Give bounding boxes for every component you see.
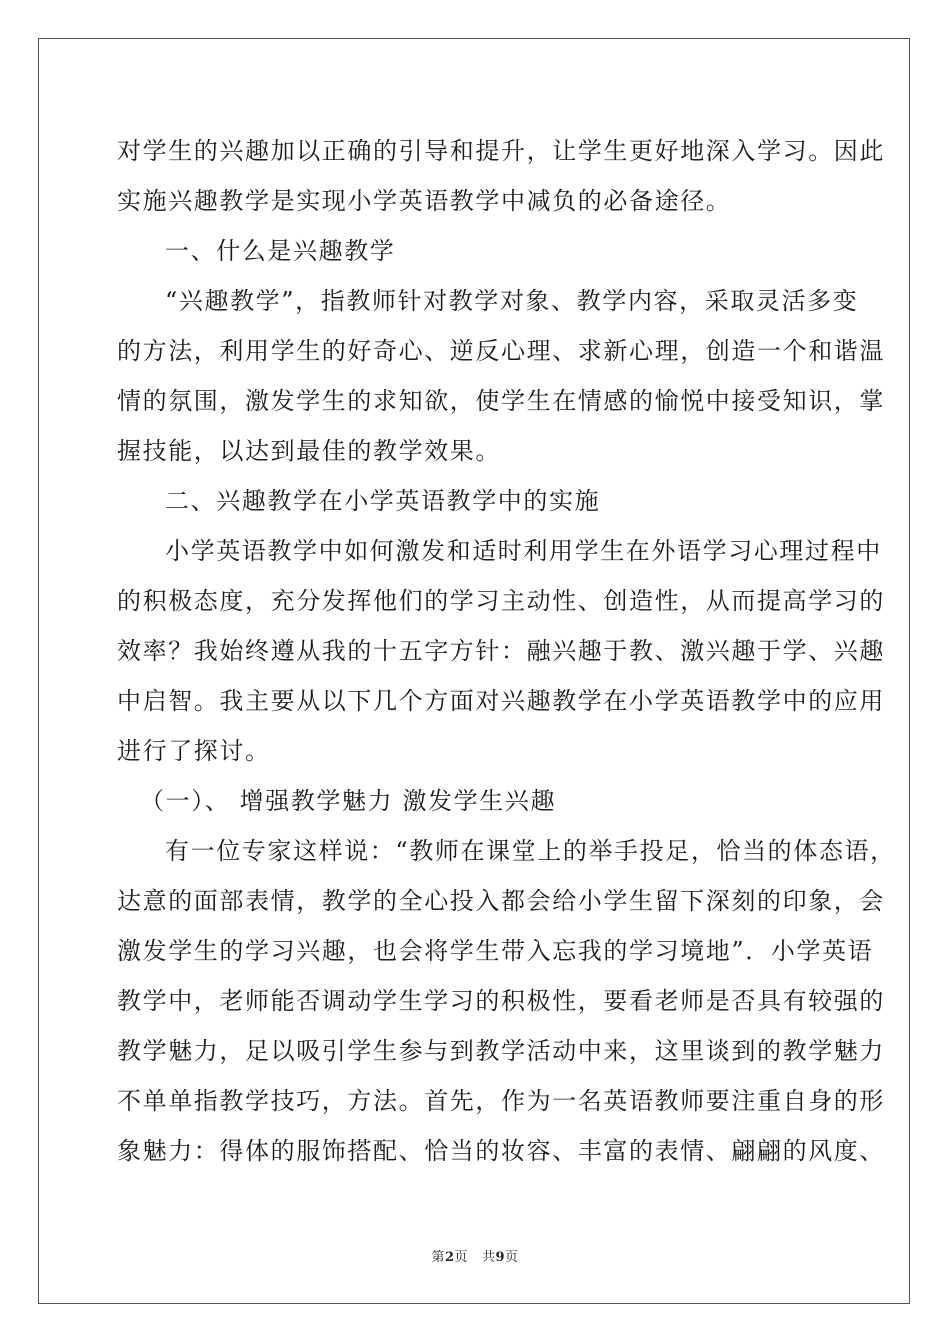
footer-page-number: 2 bbox=[444, 1250, 455, 1265]
paragraph-line-17: 不单单指教学技巧，方法。首先，作为一名英语教师要注重自身的形 bbox=[117, 1087, 885, 1115]
paragraph-line-14: 激发学生的学习兴趣，也会将学生带入忘我的学习境地”．小学英语 bbox=[117, 937, 874, 965]
paragraph-line-3: “兴趣教学”，指教师针对教学对象、教学内容，采取灵活多变 bbox=[165, 287, 859, 315]
paragraph-line-2: 实施兴趣教学是实现小学英语教学中减负的必备途径。 bbox=[117, 187, 732, 215]
paragraph-line-7: 小学英语教学中如何激发和适时利用学生在外语学习心理过程中 bbox=[165, 537, 882, 565]
paragraph-line-4: 的方法，利用学生的好奇心、逆反心理、求新心理，创造一个和谐温 bbox=[117, 337, 885, 365]
paragraph-line-12: 有一位专家这样说：“教师在课堂上的举手投足，恰当的体态语， bbox=[165, 837, 896, 865]
footer-page-prefix: 第 bbox=[431, 1250, 445, 1265]
footer-total-suffix: 页 bbox=[505, 1250, 519, 1265]
paragraph-line-16: 教学魅力，足以吸引学生参与到教学活动中来，这里谈到的教学魅力 bbox=[117, 1037, 885, 1065]
paragraph-line-10: 中启智。我主要从以下几个方面对兴趣教学在小学英语教学中的应用 bbox=[117, 687, 885, 715]
paragraph-line-18: 象魅力：得体的服饰搭配、恰当的妆容、丰富的表情、翩翩的风度、 bbox=[117, 1137, 885, 1165]
section-heading-1: 一、什么是兴趣教学 bbox=[165, 237, 396, 265]
paragraph-line-1: 对学生的兴趣加以正确的引导和提升，让学生更好地深入学习。因此 bbox=[117, 137, 885, 165]
paragraph-line-11: 进行了探讨。 bbox=[117, 737, 271, 765]
page-footer bbox=[0, 1246, 950, 1265]
footer-total-prefix: 共 bbox=[481, 1250, 496, 1265]
paragraph-line-8: 的积极态度，充分发挥他们的学习主动性、创造性，从而提高学习的 bbox=[117, 587, 885, 615]
paragraph-line-13: 达意的面部表情，教学的全心投入都会给小学生留下深刻的印象，会 bbox=[117, 887, 885, 915]
paragraph-line-6: 握技能，以达到最佳的教学效果。 bbox=[117, 437, 501, 465]
footer-total-pages: 9 bbox=[495, 1250, 506, 1265]
paragraph-line-9: 效率？我始终遵从我的十五字方针：融兴趣于教、激兴趣于学、兴趣 bbox=[117, 637, 885, 665]
paragraph-line-15: 教学中，老师能否调动学生学习的积极性，要看老师是否具有较强的 bbox=[117, 987, 885, 1015]
paragraph-line-5: 情的氛围，激发学生的求知欲，使学生在情感的愉悦中接受知识，掌 bbox=[117, 387, 885, 415]
subsection-heading-1: （一）、 增强教学魅力 激发学生兴趣 bbox=[140, 787, 557, 815]
section-heading-2: 二、兴趣教学在小学英语教学中的实施 bbox=[165, 487, 601, 515]
footer-page-suffix: 页 bbox=[454, 1250, 469, 1265]
